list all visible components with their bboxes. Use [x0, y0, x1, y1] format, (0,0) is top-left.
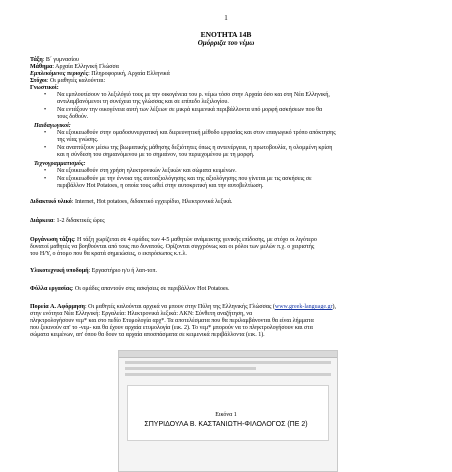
figure-window-bar [119, 351, 337, 358]
cognitive-bullet-2-line-2: τους δοθούν. [57, 114, 89, 120]
areas-label: Εμπλεκόμενες περιοχές [30, 71, 89, 77]
cognitive-bullet-1-line-2: αντιλαμβανόμενοι τη συνέχεια της γλώσσας και σε επίπεδο λεξιλογίου. [57, 99, 229, 105]
areas-line [30, 71, 170, 78]
process-label: Πορεία [30, 304, 49, 310]
technology-bullet-1: Να εξοικειωθούν στη χρήση ηλεκτρονικών λεξικών και σώματα κειμένων. [57, 168, 237, 174]
greek-language-link[interactable]: www.greek-language.gr [274, 304, 333, 310]
duration-label: Διάρκεια [30, 218, 54, 224]
cognitive-bullet-1-line-1: Να εμπλουτίσουν το λεξιλόγιό τους με την οικογένεια του ρ. νέμω τόσο στην Αρχαία όσο και στη Νέα Ελληνική, [57, 92, 330, 98]
worksheets-line [30, 286, 229, 293]
process-text-1b: ), [332, 304, 336, 310]
bullet-icon: • [44, 168, 47, 174]
bullet-icon: • [44, 145, 47, 151]
organization-line-2: δυνατοί μαθητές να βοηθούνται από τους πιο δυνατούς. Ορίζονται συγχρόνως και οι ρόλοι των μελών π.χ. ο χειριστής [30, 244, 315, 250]
organization-line-3: του Η/Υ, ο άτομο που θα κρατά σημειώσεις, ο εκπρόσωπος κ.τ.λ. [30, 251, 187, 257]
process-label-2: Α. Αφόρμηση [50, 304, 85, 310]
subject-line [30, 64, 119, 71]
worksheets-value: : Οι ομάδες απαντούν στις ασκήσεις σε περιβάλλον Hot Potatoes. [71, 286, 230, 292]
process-line-1 [30, 304, 336, 311]
pedagogical-bullet-2-line-2: και η σύνδεση του σημαινόμενου με το σημαίνον, του περιεχομένου με τη μορφή. [57, 152, 255, 158]
material-label: Διδακτικό υλικό [30, 199, 72, 205]
figure-text-row [125, 367, 256, 370]
subject-value: : Αρχαία Ελληνική Γλώσσα [52, 64, 119, 70]
subject-label: Μάθημα [30, 64, 53, 70]
class-line [30, 57, 79, 64]
goals-value: : Οι μαθητές καλούνται: [46, 78, 106, 84]
technology-heading: Τεχνογραμματισμός: [34, 161, 86, 167]
figure-caption: Εικόνα 1 [215, 412, 237, 418]
hardware-line [30, 268, 157, 275]
organization-label: Οργάνωση τάξης [30, 237, 74, 243]
duration-line [30, 218, 105, 225]
figure-text-row [125, 361, 331, 364]
process-line-4: που ξεκινούν απ' το -νεμ- και θα έχουν αρχαία ετυμολογία (εικ. 2). Το νεμ* μπορούν να το πληκτρολογήσουν και στα [30, 325, 313, 331]
process-text-1a: : Οι μαθητές καλούνται αρχικά να μπουν στην Πύλη της Ελληνικής Γλώσσας ( [84, 304, 275, 310]
goals-line [30, 78, 105, 85]
process-line-2: στην ενότητα Νέα Ελληνική: Εργαλεία: Ηλεκτρονικά λεξικά: ΛΚΝ: Σύνθετη αναζήτηση, να [30, 311, 253, 317]
class-label: Τάξη [30, 57, 43, 63]
worksheets-label: Φύλλα εργασίας [30, 286, 72, 292]
pedagogical-bullet-1-line-1: Να εξοικειωθούν στην ομαδοσυνεργατική και διερευνητική μέθοδο εργασίας και στον επαγωγικό τρόπο απόκτησης [57, 130, 336, 136]
cognitive-heading: Γνωστικοί: [30, 85, 59, 91]
class-value: : Β΄ γυμνασίου [42, 57, 79, 63]
process-line-5: σώματα κειμένων, απ' όπου θα δουν τα αρχαία αποσπάσματα σε κειμενικά περιβάλλοντα (εικ. 1). [30, 332, 265, 338]
pedagogical-heading: Παιδαγωγικοί: [34, 123, 71, 129]
hardware-value: : Εργαστήριο η/υ ή λαπ-τοπ. [88, 268, 157, 274]
page-subtitle: Ομόρριζα του νέμω [197, 39, 255, 47]
figure-text-row [125, 373, 331, 376]
process-line-3: πληκτρολογήσουν νεμ* και στο πεδίο Ετυμολογία αρχ*. Τα αποτελέσματα που θα περιλαμβάνονται θα είναι λήμματα [30, 318, 314, 324]
bullet-icon: • [44, 176, 47, 182]
bullet-icon: • [44, 107, 47, 113]
duration-value: : 1-2 διδακτικές ώρες [53, 218, 105, 224]
material-value: : Internet, Hot potatoes, διδακτικό εγχειρίδιο, Ηλεκτρονικά λεξικά. [71, 199, 233, 205]
hardware-label: Υλικοτεχνική υποδομή [30, 268, 89, 274]
pedagogical-bullet-2-line-1: Να αναπτύξουν μέσω της βιωματικής μάθησης δεξιότητες όπως η αντενέργεια, η πρωτοβουλία, η ολομμένη κρίση [57, 145, 333, 151]
organization-text-1: : Η τάξη χωρίζεται σε 4 ομάδες των 4-5 μαθητών ανάμεικτης γενικής επίδοσης, με στόχο οι λιγότερο [73, 237, 317, 243]
organization-line-1 [30, 237, 317, 244]
areas-value: : Πληροφορική, Αρχαία Ελληνικά [88, 71, 170, 77]
bullet-icon: • [44, 130, 47, 136]
pedagogical-bullet-1-line-2: της νέας γνώσης. [57, 137, 99, 143]
technology-bullet-2-line-1: Να εξοικειωθούν με την έννοια της αυτοαξιολόγησης και της αξιολόγησης που γίνεται με τις ασκήσεις σε [57, 176, 312, 182]
cognitive-bullet-2-line-1: Να εντάξουν την οικογένεια αυτή των λέξεων σε μικρά κειμενικά περιβάλλοντα υπό μορφή ασκήσεων που θα [57, 107, 323, 113]
material-line [30, 199, 232, 206]
page-title: ΕΝΟΤΗΤΑ 14Β [200, 30, 252, 39]
technology-bullet-2-line-2: περιβάλλον Hot Potatoes, η οποία τους ωθεί στην αυτοκριτική και την αυτοβελτίωση. [57, 183, 264, 189]
bullet-icon: • [44, 92, 47, 98]
footer-author: ΣΠΥΡΙΔΟΥΛΑ Β. ΚΑΣΤΑΝΙΩΤΗ-ΦΙΛΟΛΟΓΟΣ (ΠΕ 2) [144, 421, 308, 428]
page-number: 1 [224, 14, 228, 22]
goals-label: Στόχοι [30, 78, 47, 84]
screenshot-figure [118, 350, 338, 472]
